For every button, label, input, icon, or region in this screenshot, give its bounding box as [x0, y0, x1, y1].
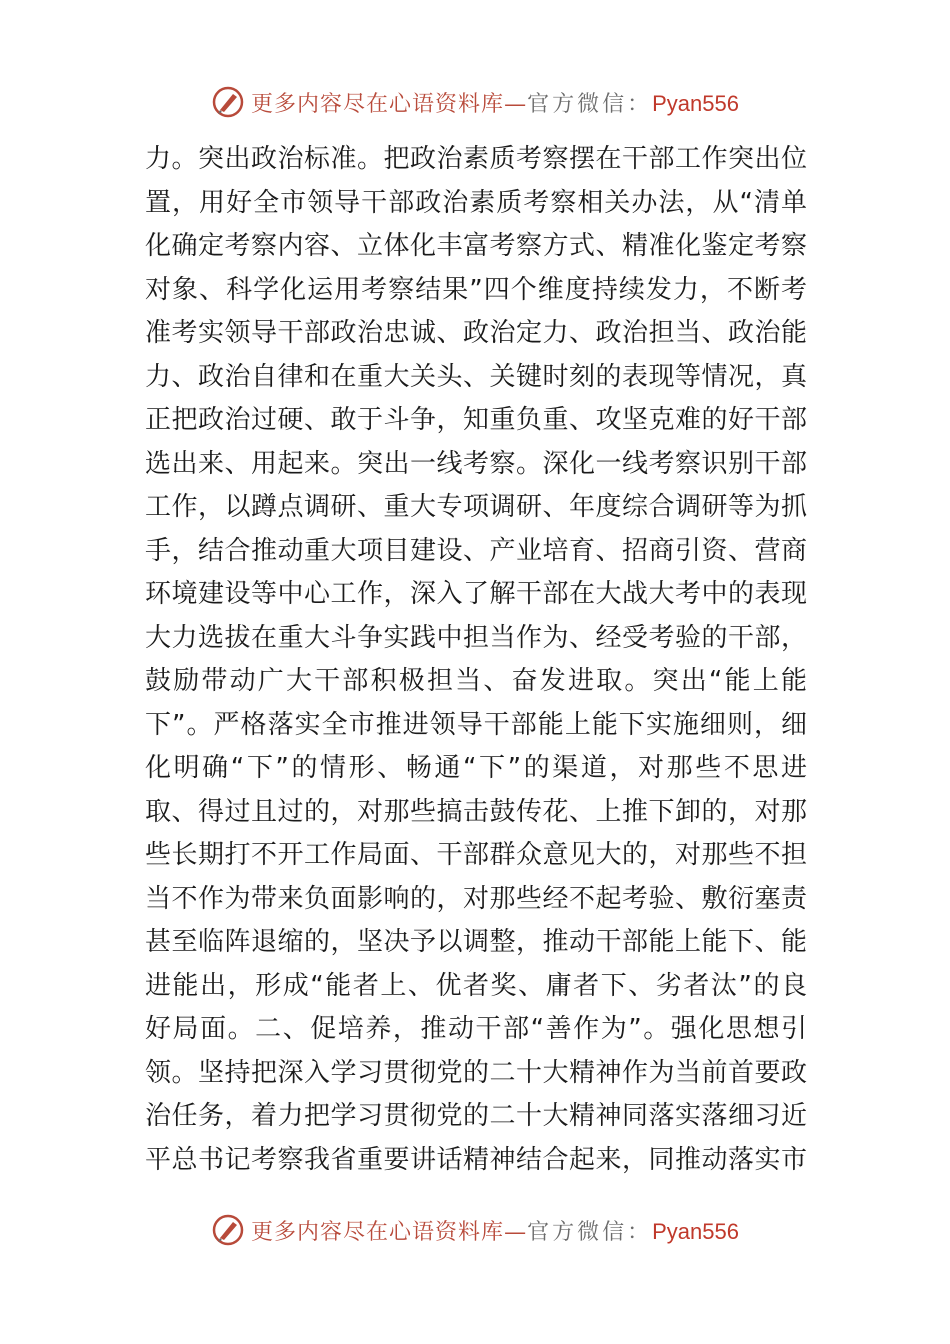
- text-line: 取、得过且过的，对那些搞击鼓传花、上推下卸的，对那: [145, 796, 807, 827]
- text-line: 领。坚持把深入学习贯彻党的二十大精神作为当前首要政: [145, 1057, 807, 1088]
- pen-circle-logo-icon: [211, 1213, 245, 1247]
- text-line: 力。突出政治标准。把政治素质考察摆在干部工作突出位: [145, 144, 807, 174]
- text-line: 力、政治自律和在重大关头、关键时刻的表现等情况，真: [145, 361, 807, 392]
- separator: —: [504, 91, 528, 117]
- banner-text: [251, 1215, 739, 1246]
- text-line: 手，结合推动重大项目建设、产业培育、招商引资、营商: [145, 535, 807, 566]
- text-line: 治任务，着力把学习贯彻党的二十大精神同落实落细习近: [145, 1101, 807, 1131]
- footer-banner: [0, 1210, 950, 1250]
- wechat-id: Pyan556: [652, 1218, 739, 1244]
- text-line: 环境建设等中心工作，深入了解干部在大战大考中的表现: [145, 579, 807, 609]
- text-line: 些长期打不开工作局面、干部群众意见大的，对那些不担: [145, 840, 807, 870]
- text-line: 正把政治过硬、敢于斗争，知重负重、攻坚克难的好干部: [145, 405, 807, 435]
- text-line: 进能出，形成“能者上、优者奖、庸者下、劣者汰”的良: [145, 970, 807, 1001]
- pen-circle-logo-icon: [211, 85, 245, 119]
- wechat-label: 官方微信：: [527, 91, 653, 117]
- text-line: 选出来、用起来。突出一线考察。深化一线考察识别干部: [145, 448, 807, 479]
- text-line: 化确定考察内容、立体化丰富考察方式、精准化鉴定考察: [145, 231, 807, 261]
- text-line: 好局面。二、促培养，推动干部“善作为”。强化思想引: [145, 1014, 807, 1044]
- wechat-id: Pyan556: [652, 90, 739, 116]
- header-banner: [0, 82, 950, 122]
- text-line: 当不作为带来负面影响的，对那些经不起考验、敷衍塞责: [145, 883, 807, 914]
- wechat-label: 官方微信：: [527, 1219, 653, 1245]
- text-line: 下”。严格落实全市推进领导干部能上能下实施细则，细: [145, 709, 807, 740]
- text-line: 大力选拔在重大斗争实践中担当作为、经受考验的干部，: [145, 622, 807, 653]
- text-line: 甚至临阵退缩的，坚决予以调整，推动干部能上能下、能: [145, 927, 807, 957]
- text-line: 平总书记考察我省重要讲话精神结合起来，同推动落实市: [145, 1144, 807, 1175]
- text-line: 置，用好全市领导干部政治素质考察相关办法，从“清单: [145, 187, 807, 218]
- banner-text: [251, 87, 739, 118]
- separator: —: [504, 1219, 528, 1245]
- site-text: 更多内容尽在心语资料库: [251, 91, 505, 117]
- text-line: 对象、科学化运用考察结果”四个维度持续发力，不断考: [145, 274, 807, 305]
- text-line: 工作，以蹲点调研、重大专项调研、年度综合调研等为抓: [145, 492, 807, 522]
- site-text: 更多内容尽在心语资料库: [251, 1219, 505, 1245]
- document-body: [145, 138, 807, 1182]
- text-line: 化明确“下”的情形、畅通“下”的渠道，对那些不思进: [145, 753, 807, 783]
- text-line: 准考实领导干部政治忠诚、政治定力、政治担当、政治能: [145, 318, 807, 348]
- text-line: 鼓励带动广大干部积极担当、奋发进取。突出“能上能: [145, 666, 807, 696]
